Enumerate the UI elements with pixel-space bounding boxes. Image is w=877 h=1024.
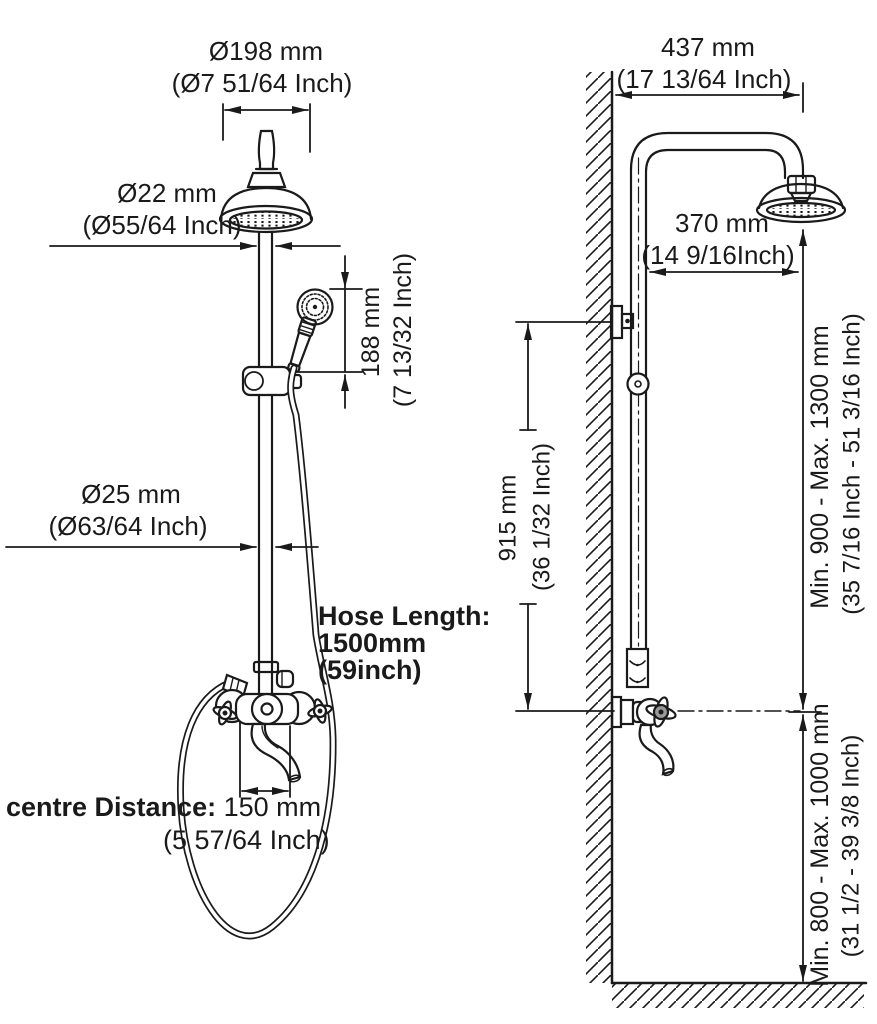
label-upper-pipe-mm: Ø22 mm	[117, 178, 217, 208]
label-valve-height-range-mm: Min. 800 - Max. 1000 mm	[805, 703, 834, 987]
riser-pipe-front	[259, 232, 272, 694]
label-valve-height-range-inch: (31 1/2 - 39 3/8 Inch)	[837, 734, 865, 958]
label-head-height-range-inch: (35 7/16 Inch - 51 3/16 Inch)	[838, 313, 866, 615]
valve-side	[612, 694, 800, 777]
wall-bracket	[611, 306, 633, 338]
label-hose-length-inch: (59inch)	[318, 655, 422, 685]
label-hose-length-mm: 1500mm	[318, 628, 427, 658]
label-head-diameter-mm: Ø198 mm	[208, 36, 324, 66]
label-centre-distance-mm: 150 mm	[223, 792, 322, 822]
label-arm-reach-mm: 437 mm	[661, 32, 755, 62]
tub-spout-side	[640, 725, 674, 777]
tub-spout-front	[252, 724, 301, 783]
handshower	[286, 290, 332, 373]
union-fitting	[627, 649, 648, 687]
label-centre-distance-line	[6, 793, 321, 821]
label-handshower-length-mm: 188 mm	[356, 286, 385, 378]
label-head-offset-mm: 370 mm	[675, 208, 769, 238]
label-head-height-range-mm: Min. 900 - Max. 1300 mm	[805, 325, 834, 609]
label-bracket-to-valve-mm: 915 mm	[494, 474, 522, 562]
dim-head-diameter	[223, 104, 310, 152]
label-bracket-to-valve-inch: (36 1/32 Inch)	[528, 442, 556, 592]
label-centre-distance-title: centre Distance:	[6, 792, 217, 822]
ball-joint	[628, 374, 649, 395]
label-lower-pipe-inch: (Ø63/64 Inch)	[48, 511, 208, 541]
label-upper-pipe-inch: (Ø55/64 Inch)	[82, 210, 242, 240]
label-hose-length-title: Hose Length:	[318, 601, 491, 631]
label-lower-pipe-mm: Ø25 mm	[81, 479, 181, 509]
label-centre-distance-inch: (5 57/64 Inch)	[163, 825, 330, 855]
shower-head-side	[757, 184, 845, 222]
label-arm-reach-inch: (17 13/64 Inch)	[616, 64, 792, 94]
label-head-diameter-inch: (Ø7 51/64 Inch)	[171, 68, 353, 98]
wall-section	[586, 72, 612, 983]
label-handshower-length-inch: (7 13/32 Inch)	[388, 252, 417, 408]
floor-section	[612, 983, 866, 1008]
label-head-offset-inch: (14 9/16Inch)	[641, 240, 795, 270]
